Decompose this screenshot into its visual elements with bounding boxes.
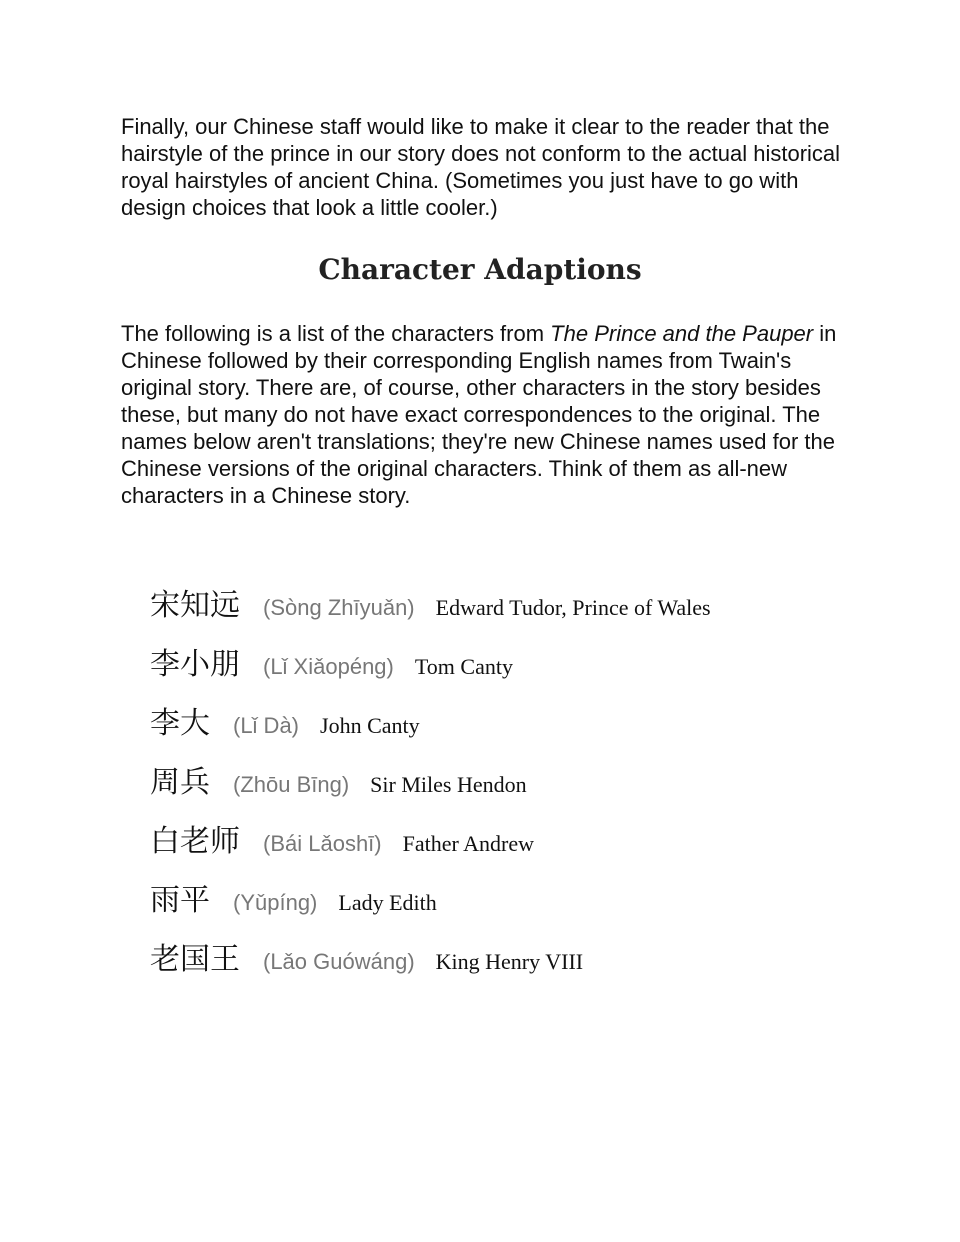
pinyin: (Zhōu Bīng) — [233, 772, 350, 797]
english-name: John Canty — [320, 713, 420, 738]
list-intro-before-title: The following is a list of the characters from — [121, 321, 551, 346]
chinese-name: 宋知远 — [150, 588, 240, 623]
pinyin: (Lǐ Xiǎopéng) — [263, 654, 394, 679]
chinese-name: 李大 — [150, 706, 210, 741]
english-name: Edward Tudor, Prince of Wales — [435, 595, 711, 620]
character-row — [150, 934, 870, 993]
section-heading: Character Adaptions — [318, 253, 642, 286]
character-row — [150, 816, 870, 875]
list-intro-paragraph — [121, 320, 851, 509]
chinese-name: 白老师 — [150, 824, 240, 859]
pinyin: (Lǎo Guówáng) — [263, 949, 415, 974]
character-row — [150, 580, 870, 639]
book-title: The Prince and the Pauper — [550, 321, 814, 346]
english-name: Tom Canty — [414, 654, 513, 679]
pinyin: (Sòng Zhīyuǎn) — [263, 595, 415, 620]
pinyin: (Lǐ Dà) — [233, 713, 300, 738]
english-name: King Henry VIII — [435, 949, 584, 974]
list-intro-after-title: in Chinese followed by their corresponding English names from Twain's original story. There are, of course, other characters in the story besides these, but many do not have exact correspondences to the original. The names below aren't translations; they're new Chinese names used for the Chinese versions of the original characters. Think of them as all-new characters in a Chinese story. — [121, 321, 837, 508]
chinese-name: 周兵 — [150, 765, 210, 800]
character-row — [150, 875, 870, 934]
chinese-name: 老国王 — [150, 942, 240, 977]
character-row — [150, 757, 870, 816]
pinyin: (Bái Lǎoshī) — [263, 831, 382, 856]
english-name: Sir Miles Hendon — [370, 772, 527, 797]
character-row — [150, 698, 870, 757]
pinyin: (Yǔpíng) — [233, 890, 318, 915]
intro-paragraph: Finally, our Chinese staff would like to make it clear to the reader that the hairstyle of the prince in our story does not conform to the actual historical royal hairstyles of ancient China. (Sometimes you just have to go with design choices that look a little cooler.) — [121, 114, 841, 220]
character-list — [150, 580, 870, 993]
english-name: Father Andrew — [402, 831, 534, 856]
chinese-name: 雨平 — [150, 883, 210, 918]
character-row — [150, 639, 870, 698]
chinese-name: 李小朋 — [150, 647, 240, 682]
english-name: Lady Edith — [338, 890, 437, 915]
